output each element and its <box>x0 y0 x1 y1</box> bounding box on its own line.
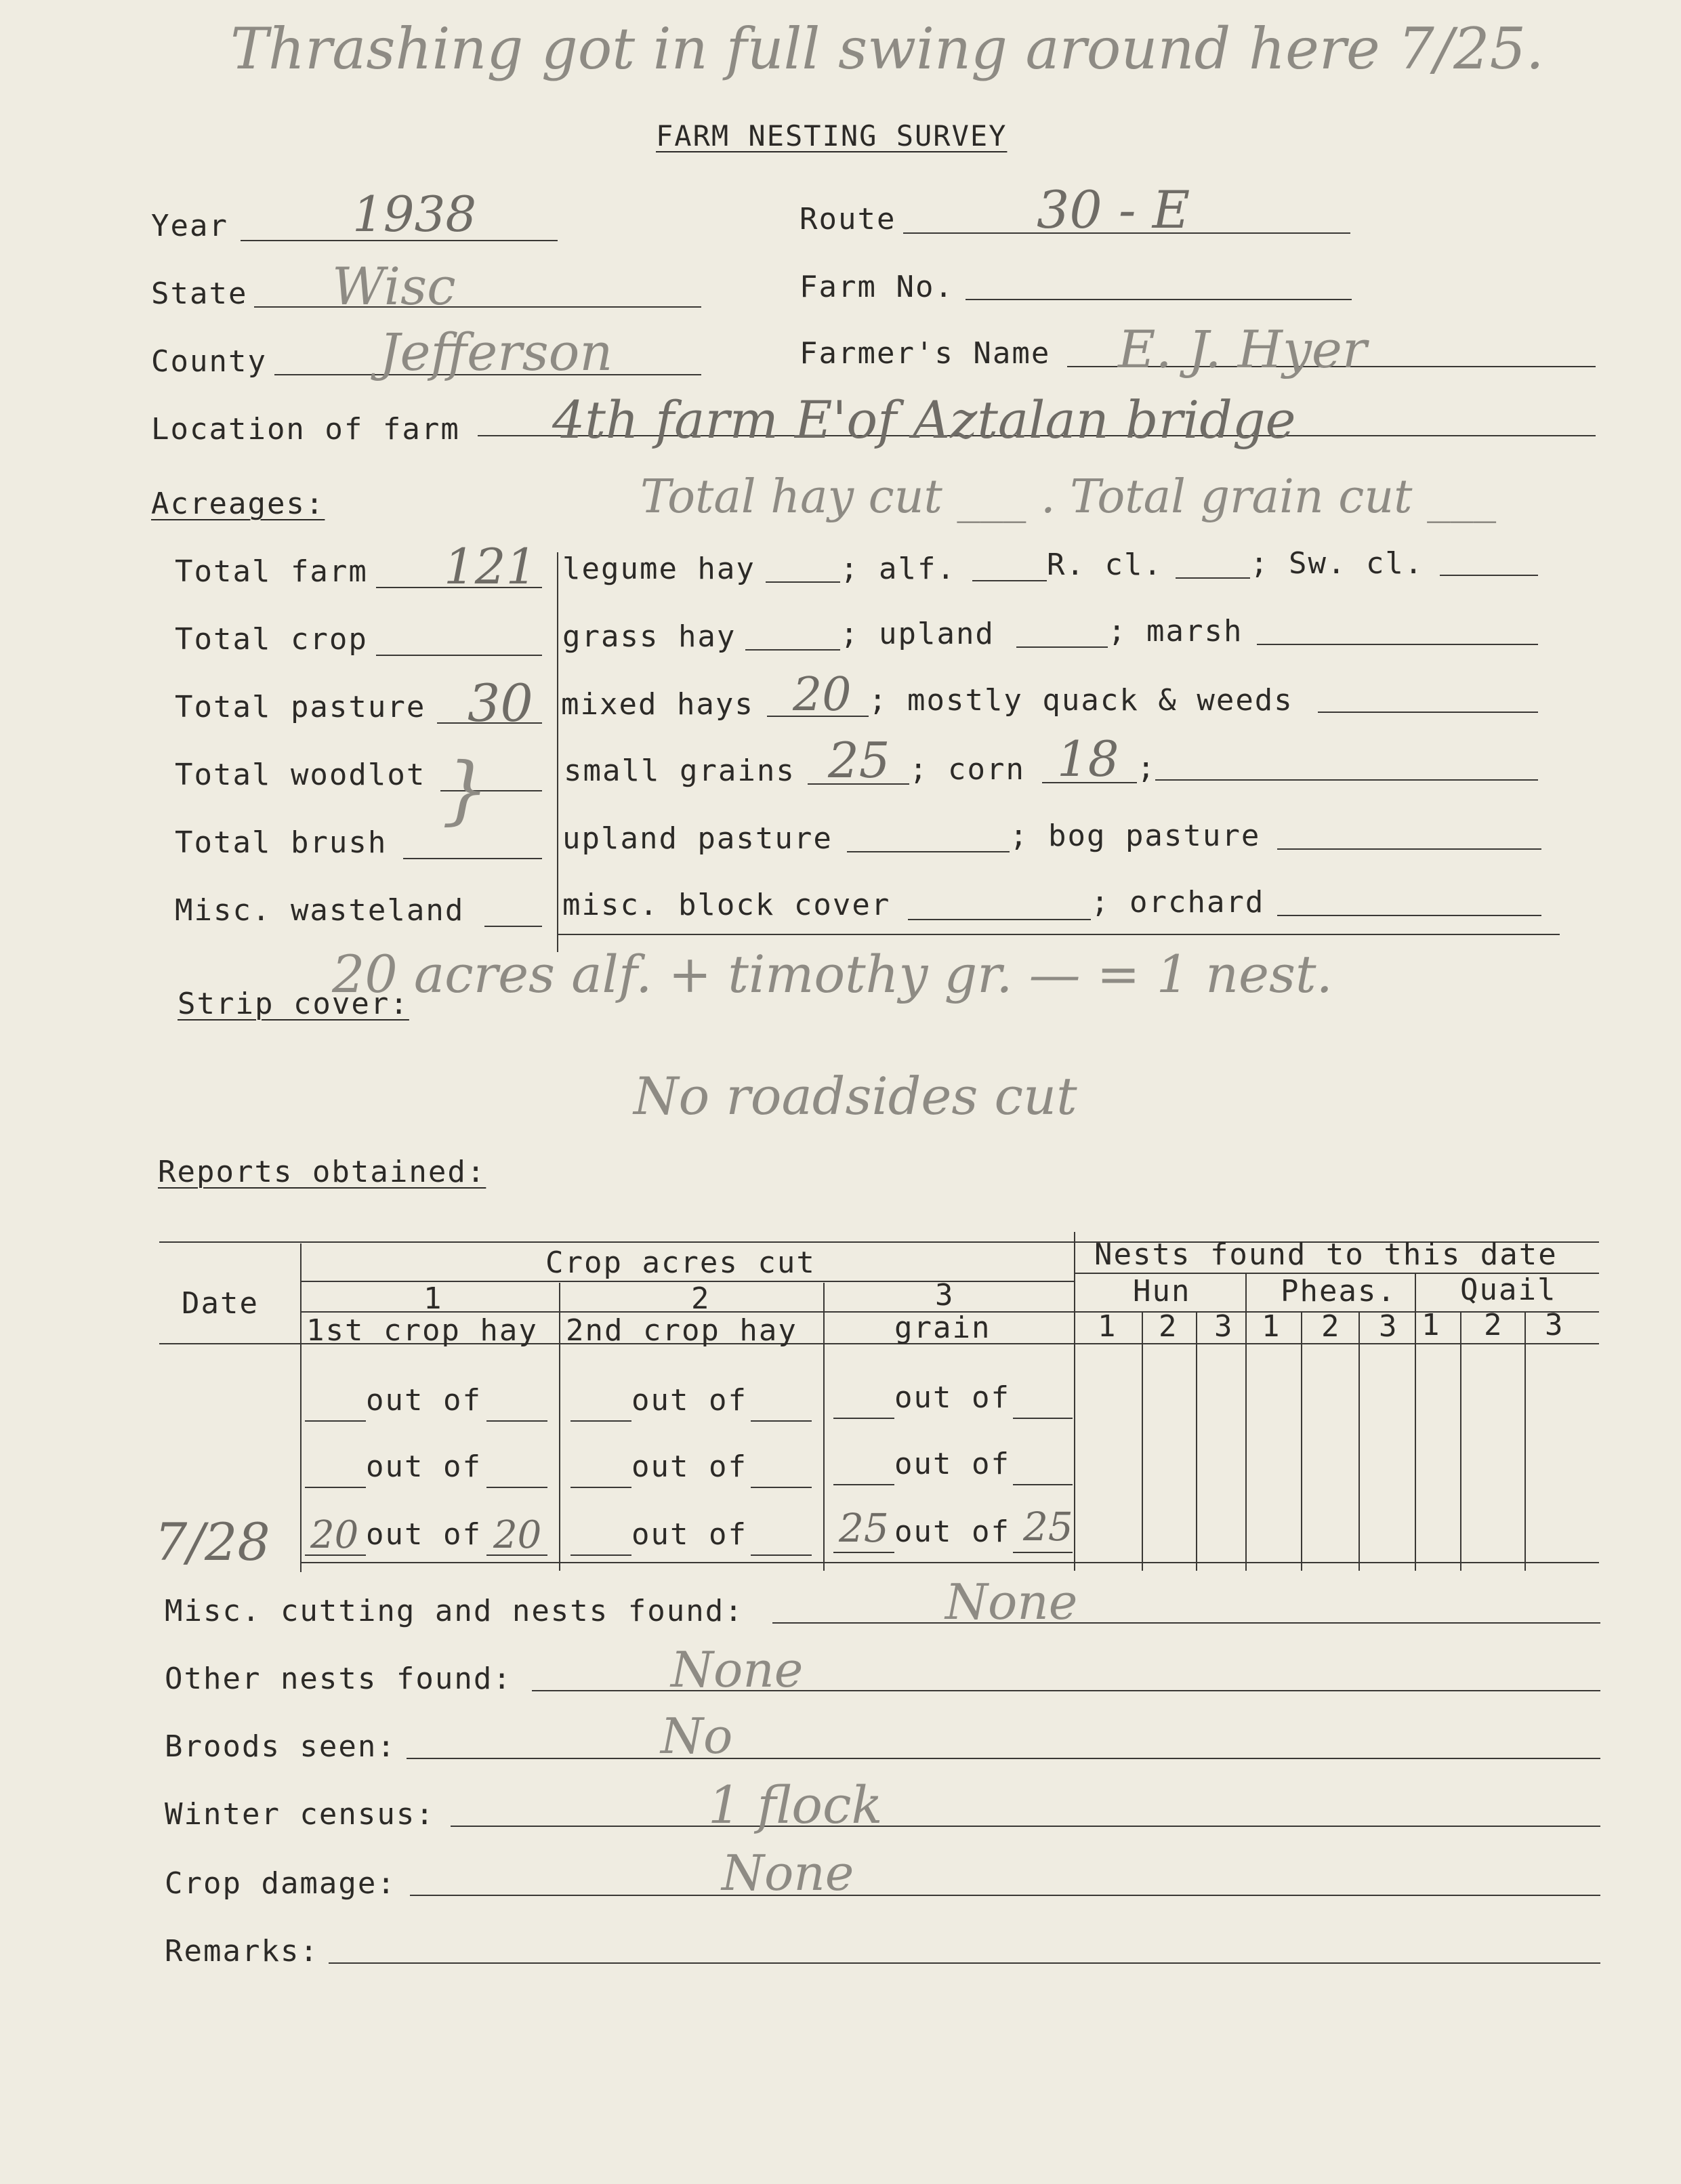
route-label: Route <box>800 202 896 236</box>
winter-census-value[interactable]: 1 flock <box>708 1775 883 1835</box>
alf-line <box>972 580 1047 581</box>
table-crop-nests-divider <box>1074 1232 1075 1571</box>
state-label: State <box>151 276 248 311</box>
r3c2-out-of: out of <box>631 1517 747 1552</box>
sweet-clover-line <box>1440 575 1538 576</box>
red-clover-label: R. cl. <box>1047 548 1163 582</box>
species-divider-1 <box>1245 1274 1247 1571</box>
winter-census-line <box>451 1826 1600 1827</box>
crop-acres-header: Crop acres cut <box>545 1245 816 1280</box>
species-hun: Hun <box>1133 1274 1191 1309</box>
hun-sub-1: 1 <box>1098 1309 1117 1344</box>
pheas-sub-2: 2 <box>1321 1309 1341 1344</box>
misc-block-cover-line <box>908 919 1091 920</box>
r2c2-blank-a <box>570 1487 631 1488</box>
r1c1-blank-b <box>486 1420 547 1422</box>
upland-pasture-line <box>847 851 1010 852</box>
corn-separator: ; <box>1137 751 1157 785</box>
r3c3-blank-a <box>833 1552 894 1553</box>
state-line <box>254 306 701 308</box>
r3c3-blank-b <box>1013 1552 1073 1553</box>
grass-hay-label: grass hay <box>562 619 736 654</box>
total-brush-label: Total brush <box>175 825 388 860</box>
hun-sub-2: 2 <box>1159 1309 1178 1344</box>
r3c1-value-a[interactable]: 20 <box>310 1513 359 1557</box>
location-value[interactable]: 4th farm E'of Aztalan bridge <box>552 390 1296 450</box>
crop-col-3-name: grain <box>894 1311 991 1345</box>
r2c3-blank-a <box>833 1484 894 1485</box>
crop-col-divider-1 <box>559 1283 560 1571</box>
upland-pasture-label: upland pasture <box>562 821 833 856</box>
r3c3-value-a[interactable]: 25 <box>839 1505 889 1551</box>
remarks-line <box>329 1962 1600 1964</box>
acreage-bottom-rule <box>557 934 1560 935</box>
acreage-divider <box>557 552 558 952</box>
r1c3-blank-b <box>1013 1418 1073 1419</box>
quail-sub-2: 2 <box>1484 1308 1503 1342</box>
alf-label: ; alf. <box>840 552 956 586</box>
species-divider-2 <box>1415 1274 1416 1571</box>
report-row-date[interactable]: 7/28 <box>154 1512 270 1572</box>
bog-pasture-line <box>1277 848 1541 850</box>
farm-no-line <box>966 299 1352 300</box>
county-value[interactable]: Jefferson <box>379 322 613 382</box>
route-value[interactable]: 30 - E <box>1037 180 1190 240</box>
small-grains-extra-line <box>1155 779 1538 781</box>
r3c2-blank-b <box>751 1554 812 1556</box>
broods-seen-line <box>407 1758 1600 1759</box>
pheas-sub-3: 3 <box>1379 1309 1398 1344</box>
farmer-name-value[interactable]: E. J. Hyer <box>1118 319 1367 379</box>
grass-hay-line <box>745 649 840 651</box>
hun-sub-divider-2 <box>1196 1311 1197 1571</box>
mixed-hays-label: mixed hays <box>561 687 754 722</box>
corn-value[interactable]: 18 <box>1057 730 1119 787</box>
crop-damage-line <box>410 1895 1600 1896</box>
remarks-label: Remarks: <box>165 1934 319 1969</box>
state-value[interactable]: Wisc <box>332 256 456 316</box>
crop-damage-value[interactable]: None <box>722 1845 854 1901</box>
farm-no-label: Farm No. <box>800 270 954 304</box>
crop-col-1-num: 1 <box>423 1281 443 1316</box>
quail-sub-1: 1 <box>1421 1308 1441 1342</box>
legume-hay-label: legume hay <box>562 552 755 586</box>
quail-sub-3: 3 <box>1545 1308 1564 1342</box>
crop-col-divider-2 <box>823 1283 825 1571</box>
misc-cutting-line <box>772 1622 1600 1624</box>
table-date-divider <box>300 1243 302 1572</box>
farmer-name-label: Farmer's Name <box>800 336 1051 371</box>
strip-cover-label: Strip cover: <box>178 987 409 1021</box>
other-nests-label: Other nests found: <box>165 1662 512 1696</box>
winter-census-label: Winter census: <box>165 1797 435 1832</box>
reports-heading: Reports obtained: <box>158 1155 486 1189</box>
pheas-sub-divider-1 <box>1301 1311 1302 1571</box>
county-label: County <box>151 344 267 379</box>
total-woodlot-value[interactable]: } <box>442 746 489 833</box>
r3c1-value-b[interactable]: 20 <box>493 1513 542 1557</box>
hun-sub-divider-1 <box>1142 1311 1143 1571</box>
r3c3-value-b[interactable]: 25 <box>1023 1504 1073 1550</box>
r2c2-blank-b <box>751 1487 812 1488</box>
upland-label: ; upland <box>840 617 995 651</box>
legume-hay-line <box>766 581 840 583</box>
table-bottom-rule <box>300 1562 1599 1563</box>
pheas-sub-divider-2 <box>1358 1311 1360 1571</box>
mostly-quack-label: ; mostly quack & weeds <box>869 683 1293 718</box>
r2c3-blank-b <box>1013 1484 1073 1485</box>
r3c2-blank-a <box>570 1554 631 1556</box>
r2c1-blank-a <box>305 1487 366 1488</box>
marsh-label: ; marsh <box>1108 614 1243 648</box>
broods-seen-value[interactable]: No <box>661 1708 733 1765</box>
total-crop-label: Total crop <box>175 622 368 657</box>
mixed-hays-value[interactable]: 20 <box>793 668 852 722</box>
other-nests-value[interactable]: None <box>671 1641 804 1698</box>
nests-found-header: Nests found to this date <box>1094 1237 1558 1272</box>
r1c3-out-of: out of <box>894 1380 1010 1415</box>
r1c1-out-of: out of <box>366 1383 482 1418</box>
acreages-handwritten-note: Total hay cut ___ . Total grain cut ___ <box>640 470 1497 524</box>
location-label: Location of farm <box>151 412 460 447</box>
r1c1-blank-a <box>305 1420 366 1422</box>
misc-wasteland-label: Misc. wasteland <box>175 893 465 928</box>
total-farm-value[interactable]: 121 <box>444 538 537 595</box>
r1c2-out-of: out of <box>631 1383 747 1418</box>
corn-label: ; corn <box>909 752 1025 787</box>
species-quail: Quail <box>1460 1273 1557 1307</box>
r2c2-out-of: out of <box>631 1449 747 1484</box>
r1c3-blank-a <box>833 1418 894 1419</box>
acreages-heading: Acreages: <box>151 487 325 521</box>
r2c3-out-of: out of <box>894 1447 1010 1481</box>
strip-cover-note: 20 acres alf. + timothy gr. — = 1 nest. <box>332 944 1333 1004</box>
small-grains-label: small grains <box>564 754 795 788</box>
total-brush-line <box>403 858 542 859</box>
upland-line <box>1016 646 1108 648</box>
sweet-clover-label: ; Sw. cl. <box>1250 546 1424 581</box>
form-title: FARM NESTING SURVEY <box>656 119 1008 152</box>
r3c3-out-of: out of <box>894 1515 1010 1549</box>
total-pasture-value[interactable]: 30 <box>468 673 533 733</box>
total-farm-label: Total farm <box>175 554 368 589</box>
crop-col-2-name: 2nd crop hay <box>566 1313 797 1348</box>
r3c1-out-of: out of <box>366 1517 482 1552</box>
misc-cutting-label: Misc. cutting and nests found: <box>165 1594 744 1628</box>
orchard-label: ; orchard <box>1091 885 1265 920</box>
year-value[interactable]: 1938 <box>352 186 477 243</box>
crop-damage-label: Crop damage: <box>165 1866 396 1901</box>
total-crop-line <box>376 655 542 656</box>
roadsides-note: No roadsides cut <box>634 1066 1077 1126</box>
year-label: Year <box>151 209 228 243</box>
quail-sub-divider-2 <box>1524 1311 1526 1571</box>
mostly-quack-line <box>1318 712 1538 713</box>
r2c1-blank-b <box>486 1487 547 1488</box>
crop-col-1-name: 1st crop hay <box>306 1313 538 1348</box>
total-woodlot-label: Total woodlot <box>175 758 426 792</box>
red-clover-line <box>1176 577 1250 579</box>
marsh-line <box>1257 644 1538 645</box>
misc-cutting-value[interactable]: None <box>945 1573 1078 1630</box>
bog-pasture-label: ; bog pasture <box>1010 819 1261 853</box>
small-grains-value[interactable]: 25 <box>828 732 890 789</box>
date-header: Date <box>182 1286 259 1321</box>
pheas-sub-1: 1 <box>1262 1309 1281 1344</box>
r1c2-blank-b <box>751 1420 812 1422</box>
crop-col-2-num: 2 <box>691 1281 711 1316</box>
misc-wasteland-line <box>484 926 542 927</box>
total-pasture-label: Total pasture <box>175 690 426 724</box>
r2c1-out-of: out of <box>366 1449 482 1484</box>
crop-col-3-num: 3 <box>935 1278 955 1313</box>
quail-sub-divider-1 <box>1460 1311 1461 1571</box>
orchard-line <box>1277 915 1541 916</box>
species-pheas: Pheas. <box>1281 1274 1396 1309</box>
r1c2-blank-a <box>570 1420 631 1422</box>
hun-sub-3: 3 <box>1214 1309 1234 1344</box>
header-handwritten-note: Thrashing got in full swing around here 7/25. <box>230 16 1544 82</box>
table-crop-sub-rule <box>300 1281 1074 1282</box>
misc-block-cover-label: misc. block cover <box>562 888 891 922</box>
broods-seen-label: Broods seen: <box>165 1729 396 1764</box>
